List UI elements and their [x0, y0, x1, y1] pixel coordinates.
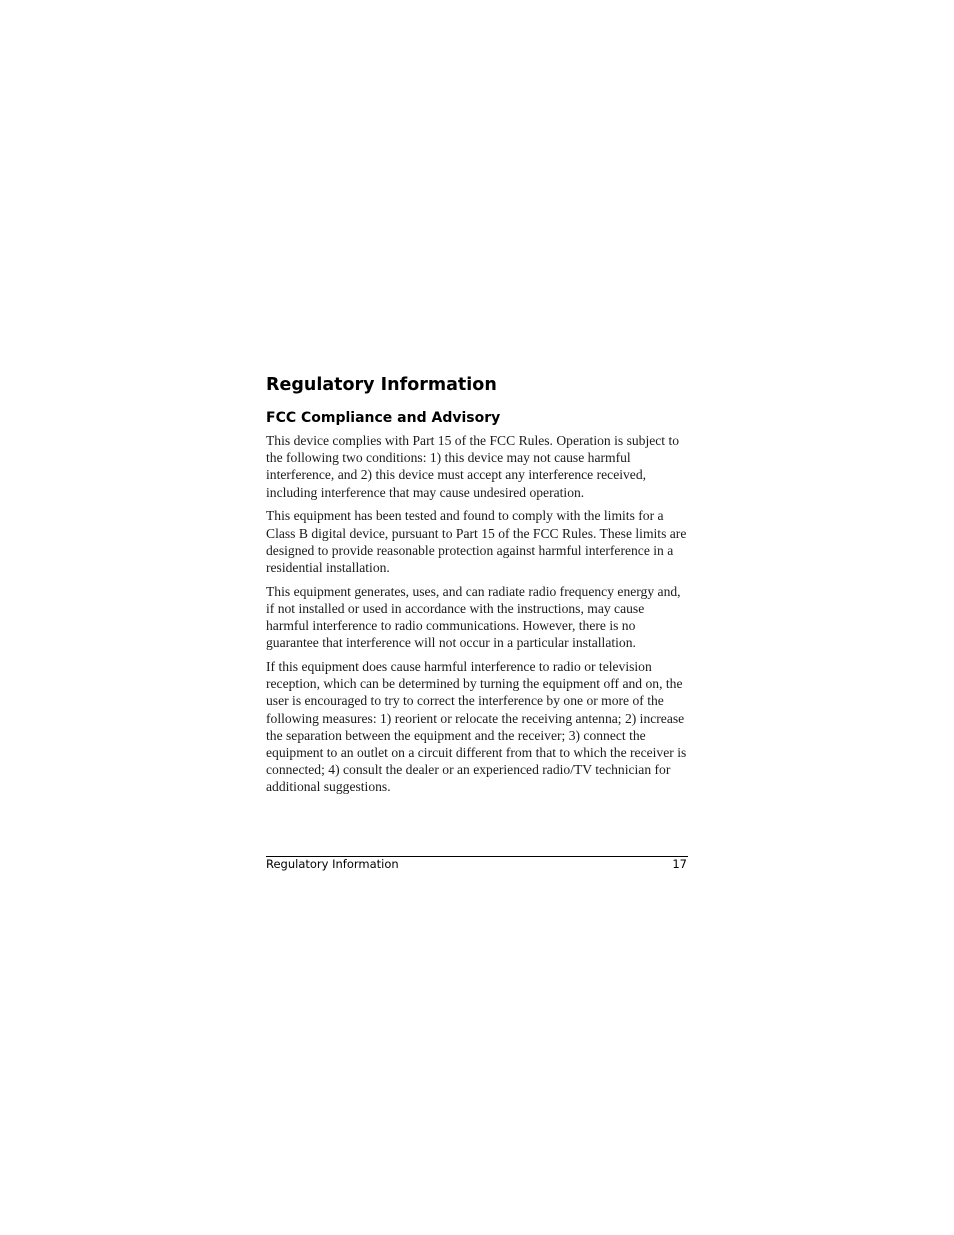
page-title: Regulatory Information: [266, 375, 497, 395]
paragraph-3: This equipment generates, uses, and can radiate radio frequency energy and, if not installed or used in accordance with the instructions, may cause harmful interference to radio communications. However, there is no guarantee that interference will not occur in a particular installation.: [266, 583, 681, 651]
paragraph-1: This device complies with Part 15 of the FCC Rules. Operation is subject to the following two conditions: 1) this device may not cause harmful interference, and 2) this device must accept any interference received, including interference that may cause undesired operation.: [266, 433, 680, 500]
paragraph-4: If this equipment does cause harmful interference to radio or television reception, which can be determined by turning the equipment off and on, the user is encouraged to try to correct the interference by one or more of the following measures: 1) reorient or relocate the receiving antenna; 2) increase the separation between the equipment and the receiver; 3) connect the equipment to an outlet on a circuit different from that to which the receiver is connected; 4) consult the dealer or an experienced radio/TV technician for additional suggestions.: [266, 658, 687, 795]
paragraph-2: This equipment has been tested and found to comply with the limits for a Class B digital device, pursuant to Part 15 of the FCC Rules. These limits are designed to provide reasonable protection against harmful interference in a residential installation.: [266, 508, 687, 575]
section-title: FCC Compliance and Advisory: [266, 410, 501, 426]
footer-label: Regulatory Information: [266, 857, 399, 871]
document-page: [266, 373, 688, 802]
page-number: 17: [672, 857, 687, 871]
page-footer: [266, 856, 688, 871]
